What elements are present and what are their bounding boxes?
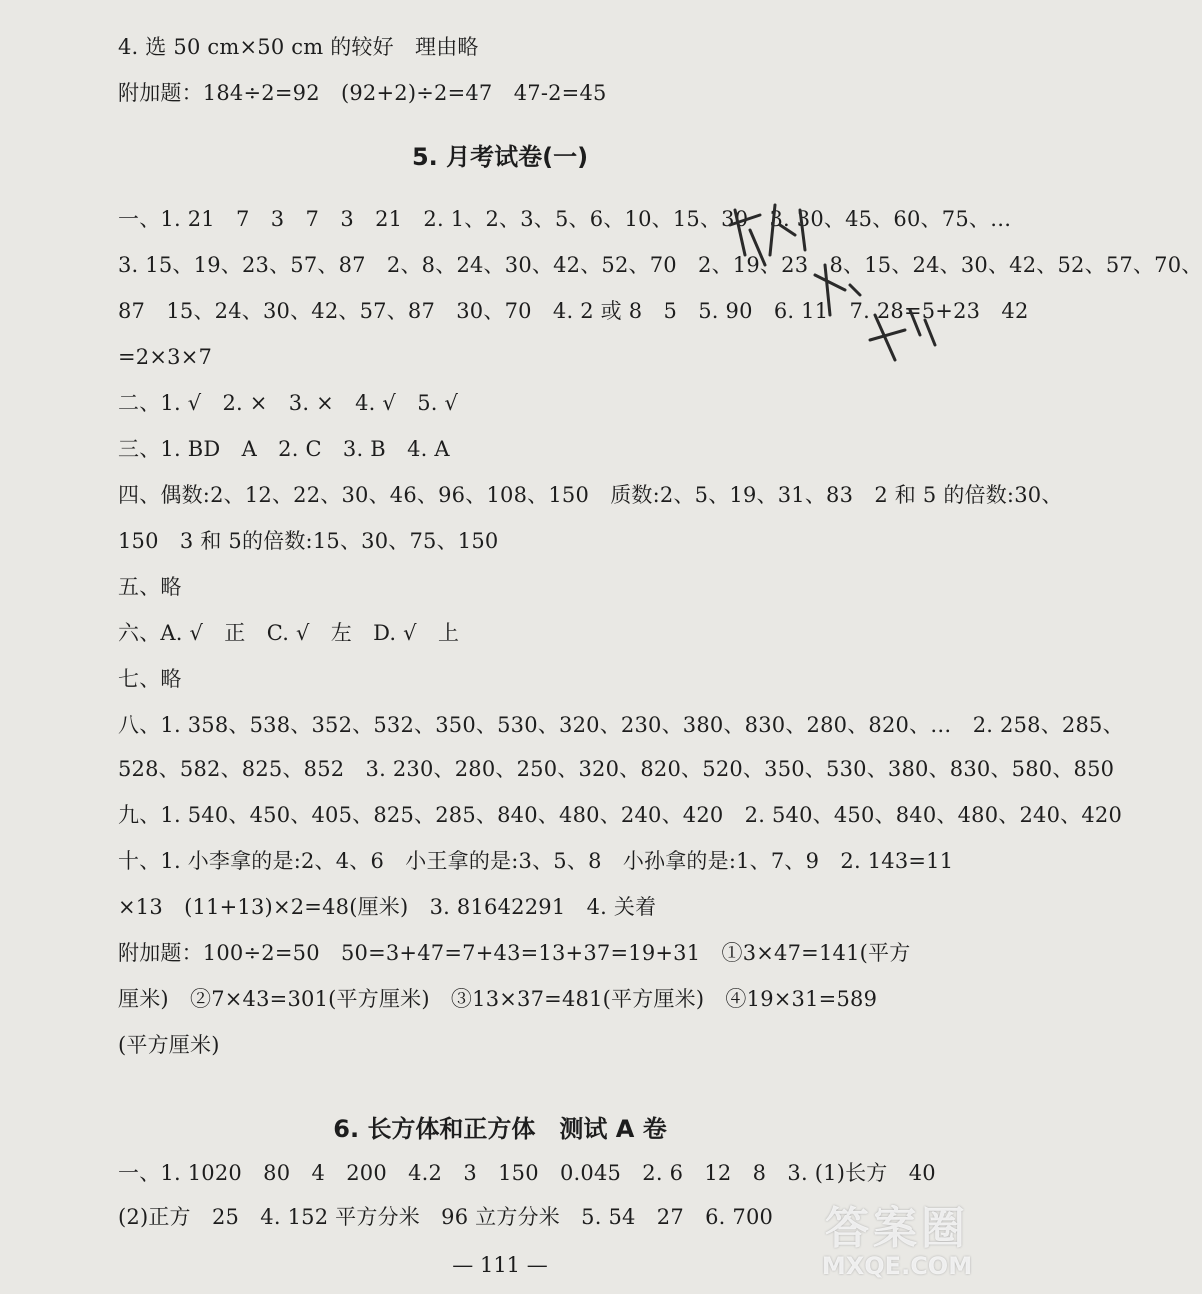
text-line: 一、1. 21 7 3 7 3 21 2. 1、2、3、5、6、10、15、30 3. 30、45、60、75、…: [118, 207, 1012, 231]
text-line: 四、偶数:2、12、22、30、46、96、108、150 质数:2、5、19、31、83 2 和 5 的倍数:30、: [118, 483, 1063, 507]
text-line: 七、略: [118, 667, 182, 691]
watermark-logo: [802, 1192, 992, 1292]
text-line: =2×3×7: [118, 345, 213, 369]
text-line: (2)正方 25 4. 152 平方分米 96 立方分米 5. 54 27 6. 700: [118, 1205, 774, 1229]
text-line: 附加题：184÷2=92 (92+2)÷2=47 47-2=45: [118, 81, 607, 105]
watermark-url: MXQE.COM: [821, 1252, 973, 1280]
text-line: 附加题：100÷2=50 50=3+47=7+43=13+37=19+31 ①3×47=141(平方: [118, 941, 911, 965]
section-heading: 5. 月考试卷(一): [411, 143, 589, 171]
page-number: — 111 —: [452, 1253, 548, 1277]
text-line: 528、582、825、852 3. 230、280、250、320、820、520、350、530、380、830、580、850: [118, 757, 1115, 781]
text-line: 三、1. BD A 2. C 3. B 4. A: [118, 437, 450, 461]
text-line: 九、1. 540、450、405、825、285、840、480、240、420 2. 540、450、840、480、240、420: [118, 803, 1123, 827]
section-heading: 6. 长方体和正方体 测试 A 卷: [333, 1115, 667, 1143]
text-line: ×13 (11+13)×2=48(厘米) 3. 81642291 4. 关着: [118, 895, 657, 919]
text-line: 八、1. 358、538、352、532、350、530、320、230、380、830、280、820、… 2. 258、285、: [118, 713, 1124, 737]
text-line: 厘米) ②7×43=301(平方厘米) ③13×37=481(平方厘米) ④19×31=589: [118, 987, 878, 1011]
text-line: 十、1. 小李拿的是:2、4、6 小王拿的是:3、5、8 小孙拿的是:1、7、9 2. 143=11: [118, 849, 954, 873]
text-line: (平方厘米): [118, 1033, 220, 1057]
text-line: 二、1. √ 2. × 3. × 4. √ 5. √: [118, 391, 459, 415]
watermark-text: 答案圈: [825, 1203, 969, 1254]
text-line: 4. 选 50 cm×50 cm 的较好 理由略: [118, 35, 479, 59]
text-line: 3. 15、19、23、57、87 2、8、24、30、42、52、70 2、19、23 8、15、24、30、42、52、57、70、: [118, 253, 1202, 277]
text-line: 87 15、24、30、42、57、87 30、70 4. 2 或 8 5 5. 90 6. 11 7. 28=5+23 42: [118, 299, 1029, 323]
text-line: 五、略: [118, 575, 182, 599]
text-line: 一、1. 1020 80 4 200 4.2 3 150 0.045 2. 6 12 8 3. (1)长方 40: [118, 1161, 936, 1185]
text-line: 六、A. √ 正 C. √ 左 D. √ 上: [118, 621, 460, 645]
text-line: 150 3 和 5的倍数:15、30、75、150: [118, 529, 499, 553]
handwriting-scribble: [720, 195, 950, 365]
